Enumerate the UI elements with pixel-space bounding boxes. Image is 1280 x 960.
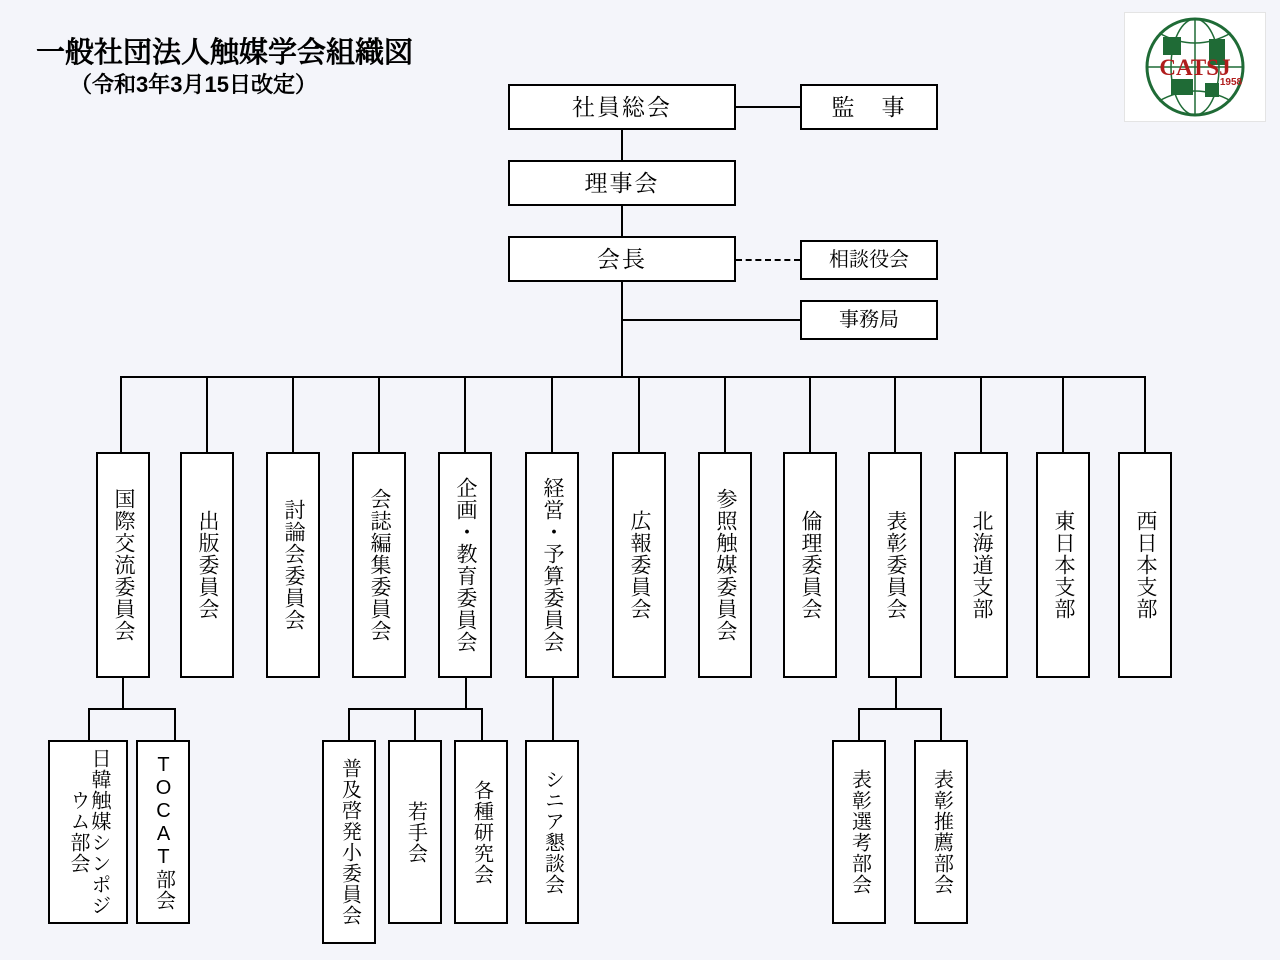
box-publication[interactable]: 出版委員会 xyxy=(180,452,234,678)
box-award-selection[interactable]: 表彰選考部会 xyxy=(832,740,886,924)
box-research-groups[interactable]: 各種研究会 xyxy=(454,740,508,924)
svg-text:CATSJ: CATSJ xyxy=(1159,55,1231,80)
drop-outreach-subcommittee xyxy=(348,708,350,740)
connector-committee-bus xyxy=(120,376,1146,378)
drop-research-groups xyxy=(481,708,483,740)
drop-public-relations xyxy=(638,376,640,452)
drop-east-japan-branch xyxy=(1062,376,1064,452)
connector-intl-down xyxy=(122,678,124,708)
box-ethics[interactable]: 倫理委員会 xyxy=(783,452,837,678)
box-management-budget[interactable]: 経営・予算委員会 xyxy=(525,452,579,678)
box-board-of-directors[interactable]: 理事会 xyxy=(508,160,736,206)
drop-international-exchange xyxy=(120,376,122,452)
svg-text:1958: 1958 xyxy=(1219,77,1243,88)
box-journal-editorial[interactable]: 会誌編集委員会 xyxy=(352,452,406,678)
box-west-japan-branch[interactable]: 西日本支部 xyxy=(1118,452,1172,678)
drop-young-researchers xyxy=(414,708,416,740)
page-title: 一般社団法人触媒学会組織図 xyxy=(36,37,414,69)
drop-ethics xyxy=(809,376,811,452)
box-international-exchange[interactable]: 国際交流委員会 xyxy=(96,452,150,678)
drop-planning-education xyxy=(464,376,466,452)
connector-president-secretariat xyxy=(621,319,800,321)
box-senior-roundtable[interactable]: シニア懇談会 xyxy=(525,740,579,924)
connector-planning-down xyxy=(465,678,467,708)
drop-discussion-meeting xyxy=(292,376,294,452)
box-president[interactable]: 会長 xyxy=(508,236,736,282)
connector-management-down xyxy=(552,678,554,740)
connector-president-trunk xyxy=(621,282,623,378)
box-awards[interactable]: 表彰委員会 xyxy=(868,452,922,678)
box-award-recommendation[interactable]: 表彰推薦部会 xyxy=(914,740,968,924)
box-planning-education[interactable]: 企画・教育委員会 xyxy=(438,452,492,678)
connector-president-advisory xyxy=(736,259,800,261)
connector-awards-bus xyxy=(858,708,940,710)
catsj-logo xyxy=(1124,12,1266,122)
drop-award-selection xyxy=(858,708,860,740)
connector-board-president xyxy=(621,206,623,236)
box-outreach-subcommittee[interactable]: 普及啓発小委員会 xyxy=(322,740,376,944)
connector-awards-down xyxy=(895,678,897,708)
drop-publication xyxy=(206,376,208,452)
box-east-japan-branch[interactable]: 東日本支部 xyxy=(1036,452,1090,678)
drop-reference-catalyst xyxy=(724,376,726,452)
box-general-meeting[interactable]: 社員総会 xyxy=(508,84,736,130)
drop-journal-editorial xyxy=(378,376,380,452)
box-japan-korea-symposium[interactable]: 日韓触媒シンポジウム部会 xyxy=(48,740,128,924)
box-tocat[interactable]: TOCAT部会 xyxy=(136,740,190,924)
box-hokkaido-branch[interactable]: 北海道支部 xyxy=(954,452,1008,678)
box-auditor[interactable]: 監 事 xyxy=(800,84,938,130)
page-subtitle: （令和3年3月15日改定） xyxy=(70,72,317,97)
connector-meeting-auditor xyxy=(736,106,800,108)
drop-hokkaido-branch xyxy=(980,376,982,452)
drop-japan-korea-symposium xyxy=(88,708,90,740)
box-advisory-board[interactable]: 相談役会 xyxy=(800,240,938,280)
connector-meeting-board xyxy=(621,130,623,160)
box-reference-catalyst[interactable]: 参照触媒委員会 xyxy=(698,452,752,678)
drop-awards xyxy=(894,376,896,452)
box-public-relations[interactable]: 広報委員会 xyxy=(612,452,666,678)
box-young-researchers[interactable]: 若手会 xyxy=(388,740,442,924)
connector-intl-bus xyxy=(88,708,176,710)
drop-management-budget xyxy=(551,376,553,452)
drop-west-japan-branch xyxy=(1144,376,1146,452)
catsj-logo-icon xyxy=(1125,13,1265,121)
drop-award-recommendation xyxy=(940,708,942,740)
box-discussion-meeting[interactable]: 討論会委員会 xyxy=(266,452,320,678)
drop-tocat xyxy=(174,708,176,740)
box-secretariat[interactable]: 事務局 xyxy=(800,300,938,340)
